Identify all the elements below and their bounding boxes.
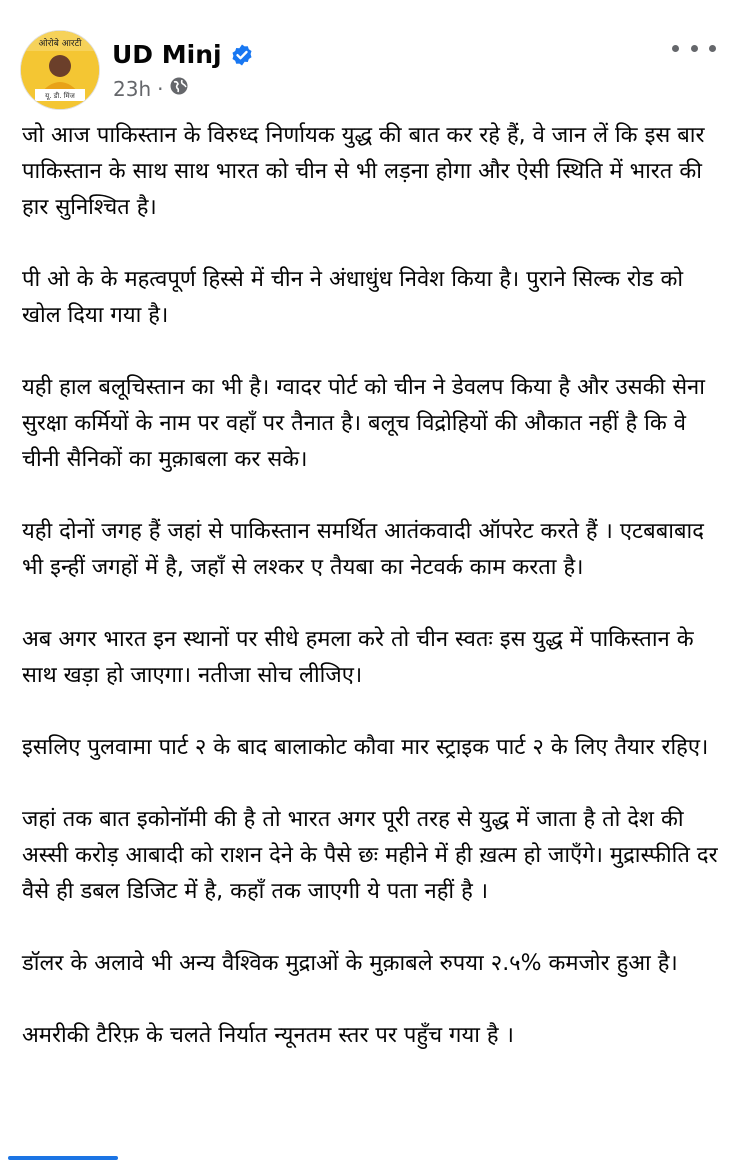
paragraph: इसलिए पुलवामा पार्ट २ के बाद बालाकोट कौवा मार स्ट्राइक पार्ट २ के लिए तैयार रहिए। xyxy=(22,735,709,760)
paragraph: यही दोनों जगह हैं जहां से पाकिस्तान समर्थित आतंकवादी ऑपरेट करते हैं । एटबबाबाद भी इन्हीं जगहों में है, जहाँ से लश्कर ए तैयबा का नेटवर्क काम करता है। xyxy=(22,519,704,580)
more-options-icon[interactable] xyxy=(672,36,716,60)
author-line xyxy=(112,40,254,69)
post-header xyxy=(20,30,720,110)
post-body xyxy=(22,118,722,1090)
paragraph: डॉलर के अलावे भी अन्य वैश्विक मुद्राओं के मुक़ाबले रुपया २.५% कमजोर हुआ है। xyxy=(22,951,678,976)
author-name[interactable]: UD Minj xyxy=(112,40,222,69)
meta-separator: · xyxy=(157,76,164,101)
avatar-image xyxy=(21,31,99,109)
globe-icon[interactable] xyxy=(169,76,189,101)
avatar-top-text: ओरोबे आरटी xyxy=(38,39,82,49)
paragraph: जो आज पाकिस्तान के विरुध्द निर्णायक युद्ध की बात कर रहे हैं, वे जान लें कि इस बार पाकिस्तान के साथ साथ भारत को चीन से भी लड़ना होगा और ऐसी स्थिति में भारत की हार सुनिश्चित है। xyxy=(22,123,705,220)
horizontal-scrollbar[interactable] xyxy=(8,1156,118,1160)
post-timestamp[interactable]: 23h xyxy=(113,76,152,101)
paragraph: यही हाल बलूचिस्तान का भी है। ग्वादर पोर्ट को चीन ने डेवलप किया है और उसकी सेना सुरक्षा कर्मियों के नाम पर वहाँ पर तैनात है। बलूच विद्रोहियों की औकात नहीं है कि वे चीनी सैनिकों का मुक़ाबला कर सके। xyxy=(22,375,705,472)
paragraph: अब अगर भारत इन स्थानों पर सीधे हमला करे तो चीन स्वतः इस युद्ध में पाकिस्तान के साथ खड़ा हो जाएगा। नतीजा सोच लीजिए। xyxy=(22,627,694,688)
paragraph: पी ओ के के महत्वपूर्ण हिस्से में चीन ने अंधाधुंध निवेश किया है। पुराने सिल्क रोड को खोल दिया गया है। xyxy=(22,267,684,328)
post-meta xyxy=(113,76,189,101)
avatar[interactable] xyxy=(20,30,100,110)
avatar-bottom-text: यू. डी. मिंज xyxy=(45,92,75,100)
verified-badge-icon xyxy=(230,43,254,67)
paragraph: अमरीकी टैरिफ़ के चलते निर्यात न्यूनतम स्तर पर पहुँच गया है । xyxy=(22,1023,514,1048)
paragraph: जहां तक बात इकोनॉमी की है तो भारत अगर पूरी तरह से युद्ध में जाता है तो देश की अस्सी करोड़ आबादी को राशन देने के पैसे छः महीने में ही ख़त्म हो जाएँगे। मुद्रास्फीति दर वैसे ही डबल डिजिट में है, कहाँ तक जाएगी ये पता नहीं है । xyxy=(22,807,718,904)
